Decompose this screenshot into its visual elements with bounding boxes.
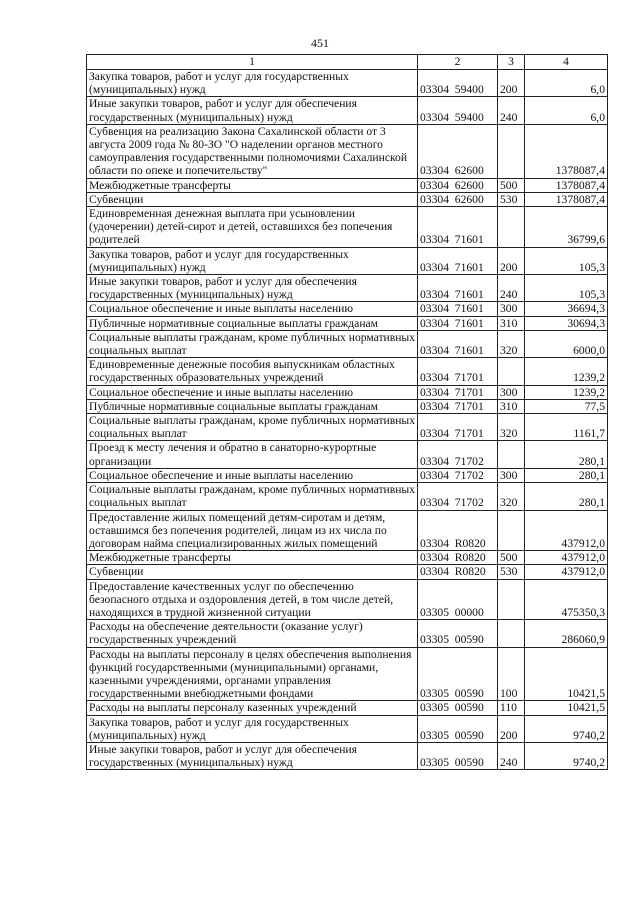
table-row [87,742,608,769]
row-code: 03304 62600 [418,192,498,206]
row-name: Предоставление жилых помещений детям-сиротам и детям, оставшимся без попечения родителей, лицам из их числа по договорам найма специализированных жилых помещений [87,510,418,551]
row-kind [498,620,525,647]
row-amount: 437912,0 [525,510,608,551]
row-amount: 437912,0 [525,565,608,579]
row-code: 03304 71702 [418,468,498,482]
table-row [87,70,608,97]
header-col-1: 1 [87,55,418,70]
row-amount: 30694,3 [525,316,608,330]
table-row [87,620,608,647]
table-row [87,510,608,551]
row-kind: 100 [498,647,525,701]
table-row [87,468,608,482]
row-code: 03304 71701 [418,385,498,399]
row-code: 03304 71701 [418,399,498,413]
row-kind: 500 [498,551,525,565]
row-amount: 9740,2 [525,715,608,742]
row-name: Расходы на обеспечение деятельности (оказание услуг) государственных учреждений [87,620,418,647]
row-code: 03305 00000 [418,579,498,620]
row-name: Иные закупки товаров, работ и услуг для обеспечения государственных (муниципальных) нужд [87,97,418,124]
row-amount: 105,3 [525,275,608,302]
row-name: Закупка товаров, работ и услуг для государственных (муниципальных) нужд [87,70,418,97]
row-name: Проезд к месту лечения и обратно в санаторно-курортные организации [87,441,418,468]
row-amount: 77,5 [525,399,608,413]
row-amount: 280,1 [525,468,608,482]
row-kind: 240 [498,97,525,124]
row-kind: 240 [498,742,525,769]
row-name: Расходы на выплаты персоналу казенных учреждений [87,701,418,715]
table-row [87,414,608,441]
row-name: Иные закупки товаров, работ и услуг для обеспечения государственных (муниципальных) нужд [87,742,418,769]
row-amount: 36799,6 [525,207,608,248]
row-code: 03305 00590 [418,742,498,769]
row-code: 03304 71601 [418,247,498,274]
row-code: 03304 59400 [418,97,498,124]
row-code: 03304 R0820 [418,565,498,579]
row-amount: 1378087,4 [525,192,608,206]
page-number: 451 [311,36,329,50]
row-code: 03304 71601 [418,302,498,316]
row-code: 03304 R0820 [418,510,498,551]
table-row [87,399,608,413]
row-kind: 240 [498,275,525,302]
row-kind: 320 [498,414,525,441]
row-amount: 10421,5 [525,647,608,701]
table-row [87,483,608,510]
row-code: 03304 71701 [418,414,498,441]
table-row [87,565,608,579]
table-row [87,316,608,330]
row-amount: 1239,2 [525,358,608,385]
row-name: Субвенция на реализацию Закона Сахалинской области от 3 августа 2009 года № 80-ЗО "О наделении органов местного самоуправления государственными полномочиями Сахалинской области по опеке и попечительству" [87,124,418,178]
row-name: Социальные выплаты гражданам, кроме публичных нормативных социальных выплат [87,414,418,441]
header-col-4: 4 [525,55,608,70]
row-amount: 280,1 [525,483,608,510]
row-amount: 1378087,4 [525,178,608,192]
row-code: 03304 62600 [418,178,498,192]
row-amount: 6,0 [525,97,608,124]
table-row [87,579,608,620]
row-kind: 200 [498,247,525,274]
row-name: Социальное обеспечение и иные выплаты населению [87,385,418,399]
row-name: Социальные выплаты гражданам, кроме публичных нормативных социальных выплат [87,483,418,510]
row-code: 03304 71601 [418,330,498,357]
row-amount: 1239,2 [525,385,608,399]
table-row [87,124,608,178]
row-name: Межбюджетные трансферты [87,178,418,192]
row-name: Предоставление качественных услуг по обеспечению безопасного отдыха и оздоровления детей, в том числе детей, находящихся в трудной жизненной ситуации [87,579,418,620]
table-row [87,551,608,565]
row-code: 03304 R0820 [418,551,498,565]
row-kind: 300 [498,468,525,482]
row-code: 03305 00590 [418,701,498,715]
row-code: 03304 71601 [418,207,498,248]
row-code: 03304 71601 [418,316,498,330]
header-col-2: 2 [418,55,498,70]
row-kind [498,207,525,248]
row-code: 03305 00590 [418,715,498,742]
row-amount: 105,3 [525,247,608,274]
table-row [87,358,608,385]
row-amount: 6000,0 [525,330,608,357]
table-row [87,247,608,274]
row-name: Публичные нормативные социальные выплаты гражданам [87,399,418,413]
row-amount: 10421,5 [525,701,608,715]
row-code: 03304 71701 [418,358,498,385]
header-col-3: 3 [498,55,525,70]
table-row [87,715,608,742]
table-row [87,192,608,206]
row-name: Социальные выплаты гражданам, кроме публичных нормативных социальных выплат [87,330,418,357]
row-kind: 500 [498,178,525,192]
table-row [87,97,608,124]
row-kind: 310 [498,399,525,413]
row-amount: 1161,7 [525,414,608,441]
budget-table [86,54,608,770]
row-name: Субвенции [87,565,418,579]
row-name: Субвенции [87,192,418,206]
row-amount: 9740,2 [525,742,608,769]
row-name: Иные закупки товаров, работ и услуг для обеспечения государственных (муниципальных) нужд [87,275,418,302]
row-code: 03304 62600 [418,124,498,178]
table-row [87,330,608,357]
row-kind: 300 [498,302,525,316]
row-amount: 36694,3 [525,302,608,316]
row-name: Закупка товаров, работ и услуг для государственных (муниципальных) нужд [87,247,418,274]
row-amount: 280,1 [525,441,608,468]
row-kind: 300 [498,385,525,399]
row-kind: 200 [498,70,525,97]
row-name: Единовременные денежные пособия выпускникам областных государственных образовательных учреждений [87,358,418,385]
row-name: Межбюджетные трансферты [87,551,418,565]
row-name: Публичные нормативные социальные выплаты гражданам [87,316,418,330]
row-kind [498,441,525,468]
row-name: Социальное обеспечение и иные выплаты населению [87,302,418,316]
row-code: 03304 59400 [418,70,498,97]
row-kind [498,124,525,178]
row-code: 03304 71702 [418,441,498,468]
row-code: 03305 00590 [418,647,498,701]
table-row [87,302,608,316]
row-kind: 320 [498,483,525,510]
row-amount: 286060,9 [525,620,608,647]
row-name: Единовременная денежная выплата при усыновлении (удочерении) детей-сирот и детей, оставшихся без попечения родителей [87,207,418,248]
table-row [87,385,608,399]
row-kind: 530 [498,192,525,206]
row-kind: 530 [498,565,525,579]
table-row [87,178,608,192]
row-kind: 320 [498,330,525,357]
row-amount: 475350,3 [525,579,608,620]
row-kind: 200 [498,715,525,742]
row-name: Социальное обеспечение и иные выплаты населению [87,468,418,482]
row-kind [498,358,525,385]
row-kind: 310 [498,316,525,330]
row-code: 03304 71601 [418,275,498,302]
row-amount: 1378087,4 [525,124,608,178]
row-amount: 437912,0 [525,551,608,565]
table-row [87,207,608,248]
table-row [87,275,608,302]
row-code: 03304 71702 [418,483,498,510]
row-code: 03305 00590 [418,620,498,647]
row-kind [498,579,525,620]
row-kind [498,510,525,551]
row-name: Расходы на выплаты персоналу в целях обеспечения выполнения функций государственными (муниципальными) органами, казенными учреждениями, органами управления государственными внебюджетными фондами [87,647,418,701]
table-row [87,701,608,715]
row-kind: 110 [498,701,525,715]
table-row [87,647,608,701]
table-row [87,441,608,468]
header-row [87,55,608,70]
row-amount: 6,0 [525,70,608,97]
row-name: Закупка товаров, работ и услуг для государственных (муниципальных) нужд [87,715,418,742]
